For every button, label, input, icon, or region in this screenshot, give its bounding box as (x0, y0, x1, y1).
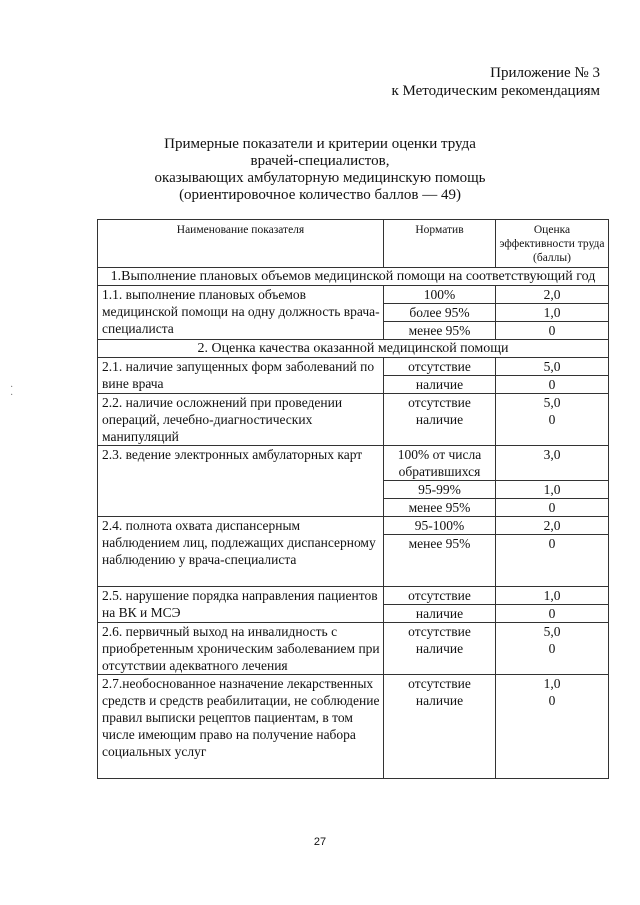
norm-value: отсутствие (408, 624, 471, 639)
norm-cell: наличие (384, 605, 496, 623)
indicator-name: 2.7.необоснованное назначение лекарственных средств и средств реабилитации, не соблюдение правил выписки рецептов пациентам, в том числе имеющим право на получение набора социальных услуг (98, 675, 384, 779)
score-cell: 2,0 (496, 517, 609, 535)
score-value: 5,0 (543, 624, 561, 639)
table-header-row (98, 220, 609, 268)
table-row (98, 675, 609, 779)
norm-cell: более 95% (384, 304, 496, 322)
norm-cell (384, 394, 496, 446)
indicator-name: 2.6. первичный выход на инвалидность с приобретенным хроническим заболеванием при отсутствии адекватного лечения (98, 623, 384, 675)
appendix-number: Приложение № 3 (490, 65, 600, 81)
score-cell: 0 (496, 535, 609, 587)
norm-cell: менее 95% (384, 499, 496, 517)
indicator-name: 2.4. полнота охвата диспансерным наблюдением лиц, подлежащих диспансерному наблюдению у врача-специалиста (98, 517, 384, 587)
norm-value: отсутствие (408, 676, 471, 691)
section-row (98, 340, 609, 358)
page-number: 27 (313, 836, 327, 848)
appendix-reference: к Методическим рекомендациям (391, 83, 600, 99)
title-line: оказывающих амбулаторную медицинскую помощь (154, 170, 486, 186)
score-value: 0 (548, 641, 556, 656)
score-cell: 0 (496, 499, 609, 517)
norm-cell: 100% от числа обратившихся (384, 446, 496, 481)
appendix-header (391, 64, 600, 100)
norm-value: наличие (415, 412, 464, 427)
indicator-name: 2.5. нарушение порядка направления пациентов на ВК и МСЭ (98, 587, 384, 623)
norm-cell: 100% (384, 286, 496, 304)
score-cell: 5,0 (496, 358, 609, 376)
norm-cell: отсутствие (384, 587, 496, 605)
score-cell: 1,0 (496, 304, 609, 322)
header-score: Оценка эффективности труда (баллы) (496, 220, 609, 268)
indicator-name: 2.1. наличие запущенных форм заболеваний по вине врача (98, 358, 384, 394)
section-title: 2. Оценка качества оказанной медицинской помощи (98, 340, 609, 358)
score-cell: 3,0 (496, 446, 609, 481)
norm-cell: отсутствие (384, 358, 496, 376)
document-title (0, 136, 640, 204)
criteria-table (97, 219, 609, 779)
norm-cell: 95-99% (384, 481, 496, 499)
section-row (98, 268, 609, 286)
score-value: 0 (548, 412, 556, 427)
table-row (98, 446, 609, 481)
norm-cell: менее 95% (384, 535, 496, 587)
score-value: 1,0 (543, 676, 561, 691)
indicator-name: 1.1. выполнение плановых объемов медицинской помощи на одну должность врача-специалиста (98, 286, 384, 340)
score-cell (496, 394, 609, 446)
norm-cell: менее 95% (384, 322, 496, 340)
norm-value: отсутствие (408, 395, 471, 410)
score-cell: 2,0 (496, 286, 609, 304)
scan-artifact: · · (10, 382, 14, 401)
score-cell: 0 (496, 605, 609, 623)
table-row (98, 286, 609, 304)
score-cell: 1,0 (496, 587, 609, 605)
table-row (98, 517, 609, 535)
norm-cell: 95-100% (384, 517, 496, 535)
score-value: 5,0 (543, 395, 561, 410)
section-title: 1.Выполнение плановых объемов медицинской помощи на соответствующий год (98, 268, 609, 286)
score-cell (496, 675, 609, 779)
indicator-name: 2.2. наличие осложнений при проведении операций, лечебно-диагностических манипуляций (98, 394, 384, 446)
table-row (98, 623, 609, 675)
norm-value: наличие (415, 641, 464, 656)
header-name: Наименование показателя (98, 220, 384, 268)
norm-cell: наличие (384, 376, 496, 394)
title-line: (ориентировочное количество баллов — 49) (179, 187, 461, 203)
score-cell: 0 (496, 322, 609, 340)
norm-value: наличие (415, 693, 464, 708)
header-norm: Норматив (384, 220, 496, 268)
score-value: 0 (548, 693, 556, 708)
norm-cell (384, 623, 496, 675)
table-row (98, 358, 609, 376)
norm-cell (384, 675, 496, 779)
table-row (98, 587, 609, 605)
indicator-name: 2.3. ведение электронных амбулаторных карт (98, 446, 384, 517)
title-line: Примерные показатели и критерии оценки труда (164, 136, 476, 152)
table-row (98, 394, 609, 446)
score-cell (496, 623, 609, 675)
score-cell: 0 (496, 376, 609, 394)
score-cell: 1,0 (496, 481, 609, 499)
title-line: врачей-специалистов, (250, 153, 390, 169)
